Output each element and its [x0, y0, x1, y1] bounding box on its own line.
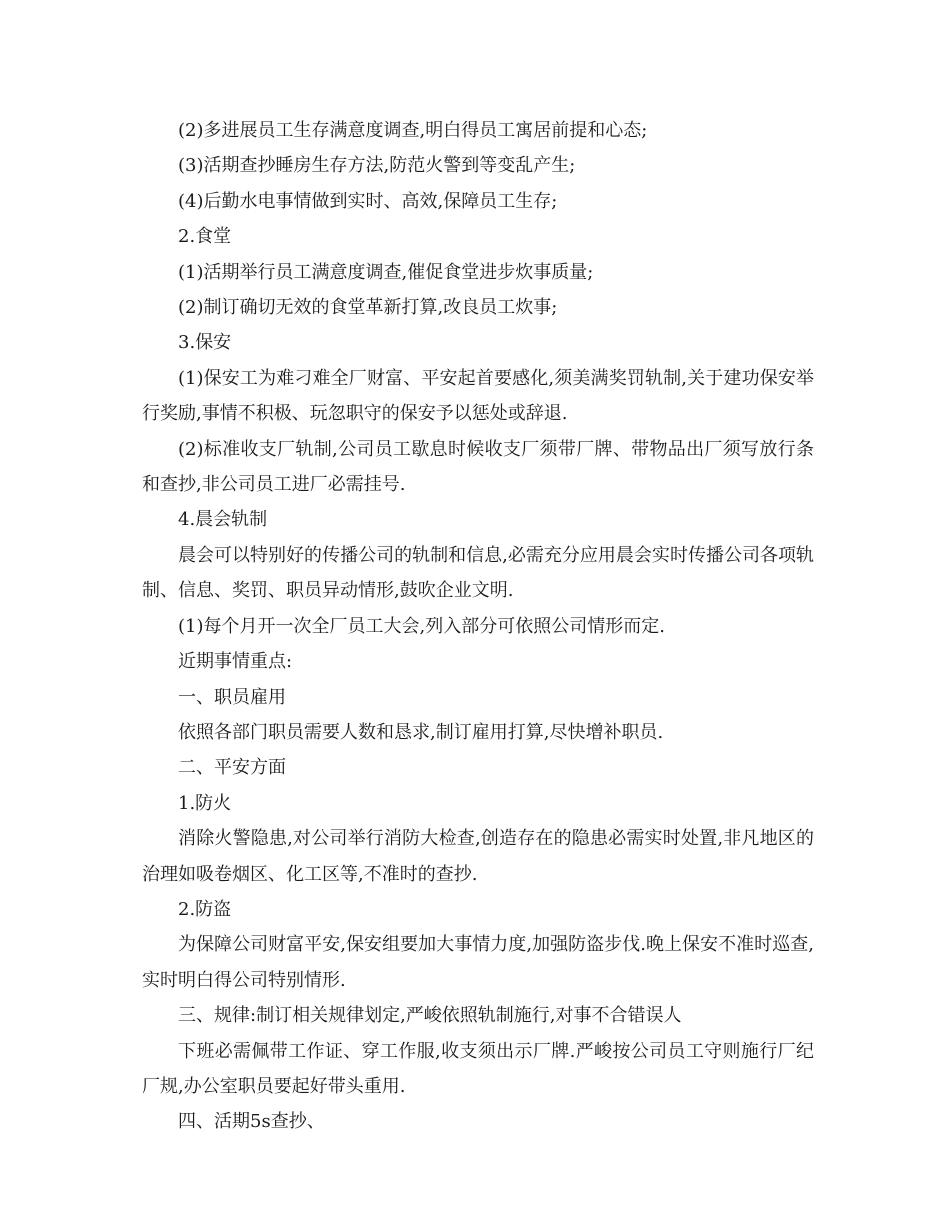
heading-theft-prevention: 2.防盗: [178, 898, 232, 920]
heading-morning-meeting: 4.晨会轨制: [178, 509, 268, 531]
paragraph-entry-exit: (2)标准收支厂轨制,公司员工歇息时候收支厂须带厂牌、带物品出厂须写放行条和查抄,非公司员工进厂必需挂号.: [142, 438, 814, 496]
paragraph-fire-prevention: 消除火警隐患,对公司举行消防大检查,创造存在的隐患必需实时处置,非凡地区的治理如吸卷烟区、化工区等,不准时的查抄.: [142, 828, 814, 885]
paragraph-discipline: 下班必需佩带工作证、穿工作服,收支须出示厂牌.严峻按公司员工守则施行厂纪厂规,办公室职员要起好带头重用.: [142, 1040, 814, 1097]
heading-recent-focus: 近期事情重点:: [178, 651, 293, 673]
paragraph-recruitment: 依照各部门职员需要人数和恳求,制订雇用打算,尽快增补职员.: [178, 721, 664, 743]
paragraph-theft-prevention: 为保障公司财富平安,保安组要加大事情力度,加强防盗步伐.晚上保安不准时巡查,实时明白得公司特别情形.: [142, 934, 814, 991]
document-body: [142, 113, 814, 1140]
paragraph-canteen-survey: (1)活期举行员工满意度调查,催促食堂进步炊事质量;: [178, 261, 594, 283]
heading-5s-inspection: 四、活期5s查抄、: [178, 1111, 325, 1133]
paragraph-dorm-survey: (2)多进展员工生存满意度调查,明白得员工寓居前提和心态;: [178, 120, 648, 141]
paragraph-security-rewards: (1)保安工为难刁难全厂财富、平安起首要感化,须美满奖罚轨制,关于建功保安举行奖励,事情不积极、玩忽职守的保安予以惩处或辞退.: [142, 367, 814, 425]
paragraph-dorm-inspection: (3)活期查抄睡房生存方法,防范火警到等变乱产生;: [178, 155, 576, 177]
paragraph-monthly-meeting: (1)每个月开一次全厂员工大会,列入部分可依照公司情形而定.: [178, 615, 665, 637]
heading-security: 3.保安: [178, 332, 232, 354]
paragraph-morning-meeting: 晨会可以特别好的传播公司的轨制和信息,必需充分应用晨会实时传播公司各项轨制、信息、奖罚、职员异动情形,鼓吹企业文明.: [142, 544, 814, 602]
heading-discipline: 三、规律:制订相关规律划定,严峻依照轨制施行,对事不合错误人: [178, 1005, 682, 1027]
heading-fire-prevention: 1.防火: [178, 792, 232, 814]
heading-canteen: 2.食堂: [178, 226, 232, 248]
paragraph-canteen-plan: (2)制订确切无效的食堂革新打算,改良员工炊事;: [178, 297, 558, 319]
heading-recruitment: 一、职员雇用: [178, 686, 286, 708]
heading-safety: 二、平安方面: [178, 757, 286, 779]
paragraph-logistics: (4)后勤水电事情做到实时、高效,保障员工生存;: [178, 190, 558, 212]
